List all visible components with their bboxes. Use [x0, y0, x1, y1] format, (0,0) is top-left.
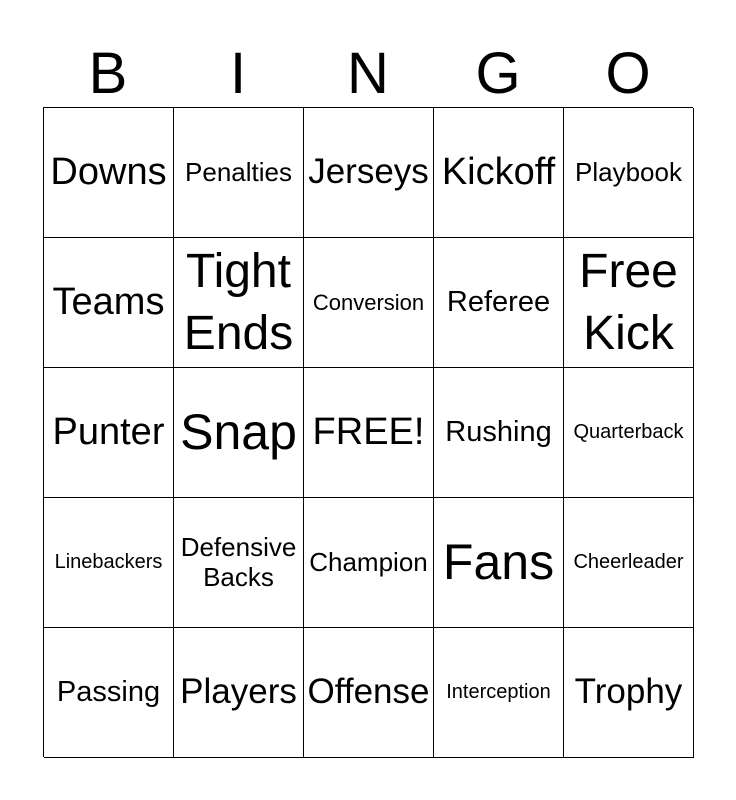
bingo-cell[interactable]: Linebackers	[44, 498, 174, 628]
bingo-cell[interactable]: FREE!	[304, 368, 434, 498]
bingo-cell[interactable]: Snap	[174, 368, 304, 498]
bingo-cell[interactable]: Defensive Backs	[174, 498, 304, 628]
bingo-cell[interactable]: Players	[174, 628, 304, 758]
bingo-cell[interactable]: Referee	[434, 238, 564, 368]
header-letter-n: N	[347, 41, 389, 106]
bingo-cell[interactable]: Kickoff	[434, 108, 564, 238]
bingo-cell[interactable]: Downs	[44, 108, 174, 238]
header-letter-g: G	[475, 41, 521, 106]
bingo-cell[interactable]: Penalties	[174, 108, 304, 238]
bingo-cell[interactable]: Quarterback	[564, 368, 694, 498]
bingo-cell[interactable]: Champion	[304, 498, 434, 628]
header-letter-b: B	[88, 41, 128, 106]
bingo-cell[interactable]: Passing	[44, 628, 174, 758]
bingo-cell[interactable]: Conversion	[304, 238, 434, 368]
bingo-cell[interactable]: Tight Ends	[174, 238, 304, 368]
bingo-card	[43, 107, 693, 757]
bingo-cell[interactable]: Trophy	[564, 628, 694, 758]
bingo-cell[interactable]: Offense	[304, 628, 434, 758]
bingo-cell[interactable]: Cheerleader	[564, 498, 694, 628]
bingo-cell[interactable]: Fans	[434, 498, 564, 628]
header-letter-i: I	[229, 41, 247, 106]
bingo-cell[interactable]: Teams	[44, 238, 174, 368]
header-letter-o: O	[605, 41, 651, 106]
bingo-cell[interactable]: Rushing	[434, 368, 564, 498]
bingo-cell[interactable]: Jerseys	[304, 108, 434, 238]
bingo-cell[interactable]: Free Kick	[564, 238, 694, 368]
bingo-cell[interactable]: Playbook	[564, 108, 694, 238]
bingo-cell[interactable]: Punter	[44, 368, 174, 498]
bingo-header	[43, 40, 693, 108]
bingo-cell[interactable]: Interception	[434, 628, 564, 758]
